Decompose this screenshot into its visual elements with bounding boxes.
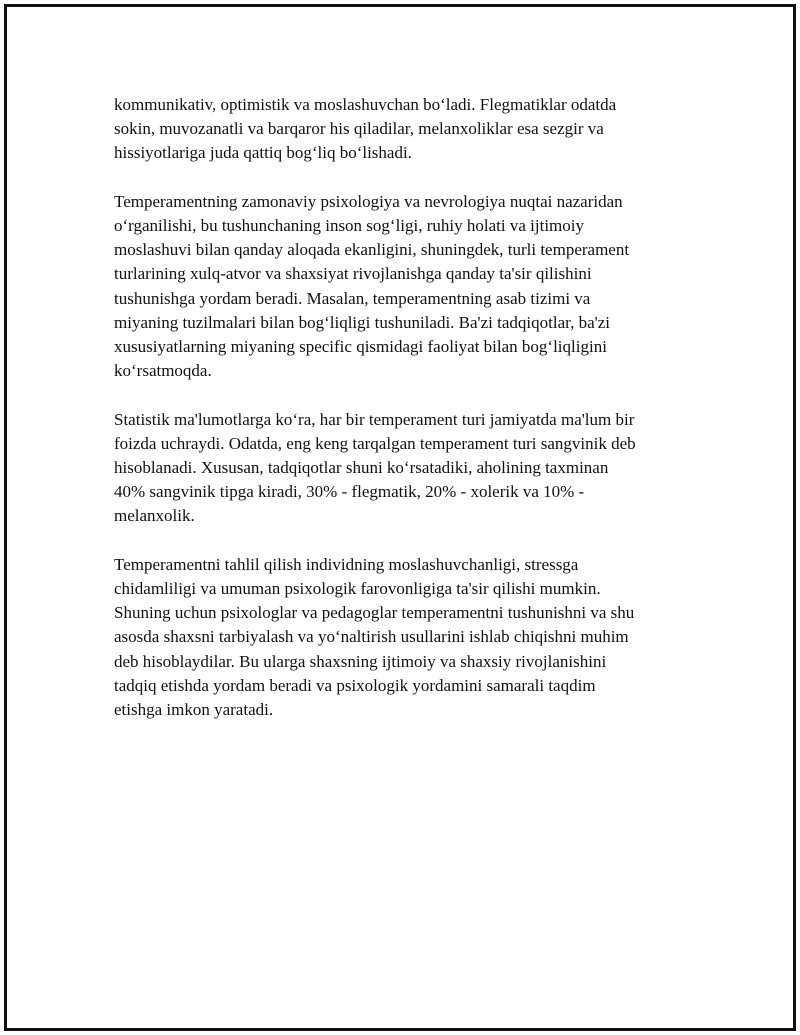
paragraph-modern-research: Temperamentning zamonaviy psixologiya va nevrologiya nuqtai nazaridan o‘rganilishi, bu tushunchaning inson sog‘ligi, ruhiy holati va ijtimoiy moslashuvi bilan qanday aloqada ekanligini, shuningdek, turli temperament turlarining xulq-atvor va shaxsiyat rivojlanishga qanday ta'sir qilishini tushunishga yordam beradi. Masalan, temperamentning asab tizimi va miyaning tuzilmalari bilan bog‘liqligi tushuniladi. Ba'zi tadqiqotlar, ba'zi xususiyatlarning miyaning specific qismidagi faoliyat bilan bog‘liqligini ko‘rsatmoqda. <box>114 191 630 381</box>
document-body <box>114 93 704 746</box>
paragraph-temperament-traits: kommunikativ, optimistik va moslashuvchan bo‘ladi. Flegmatiklar odatda sokin, muvozanatli va barqaror his qiladilar, melanxoliklar esa sezgir va hissiyotlariga juda qattiq bog‘liq bo‘lishadi. <box>114 95 617 163</box>
paragraph-statistics: Statistik ma'lumotlarga ko‘ra, har bir temperament turi jamiyatda ma'lum bir foizda uchraydi. Odatda, eng keng tarqalgan temperament turi sangvinik deb hisoblanadi. Xususan, tadqiqotlar shuni ko‘rsatadiki, aholining taxminan 40% sangvinik tipga kiradi, 30% - flegmatik, 20% - xolerik va 10% - melanxolik. <box>114 409 636 526</box>
paragraph-analysis-importance: Temperamentni tahlil qilish individning moslashuvchanligi, stressga chidamliligi va umuman psixologik farovonligiga ta'sir qilishi mumkin. Shuning uchun psixologlar va pedagoglar temperamentni tushunishni va shu asosda shaxsni tarbiyalash va yo‘naltirish usullarini ishlab chiqishni muhim deb hisoblaydilar. Bu ularga shaxsning ijtimoiy va shaxsiy rivojlanishini tadqiq etishda yordam beradi va psixologik yordamini samarali taqdim etishga imkon yaratadi. <box>114 554 635 720</box>
